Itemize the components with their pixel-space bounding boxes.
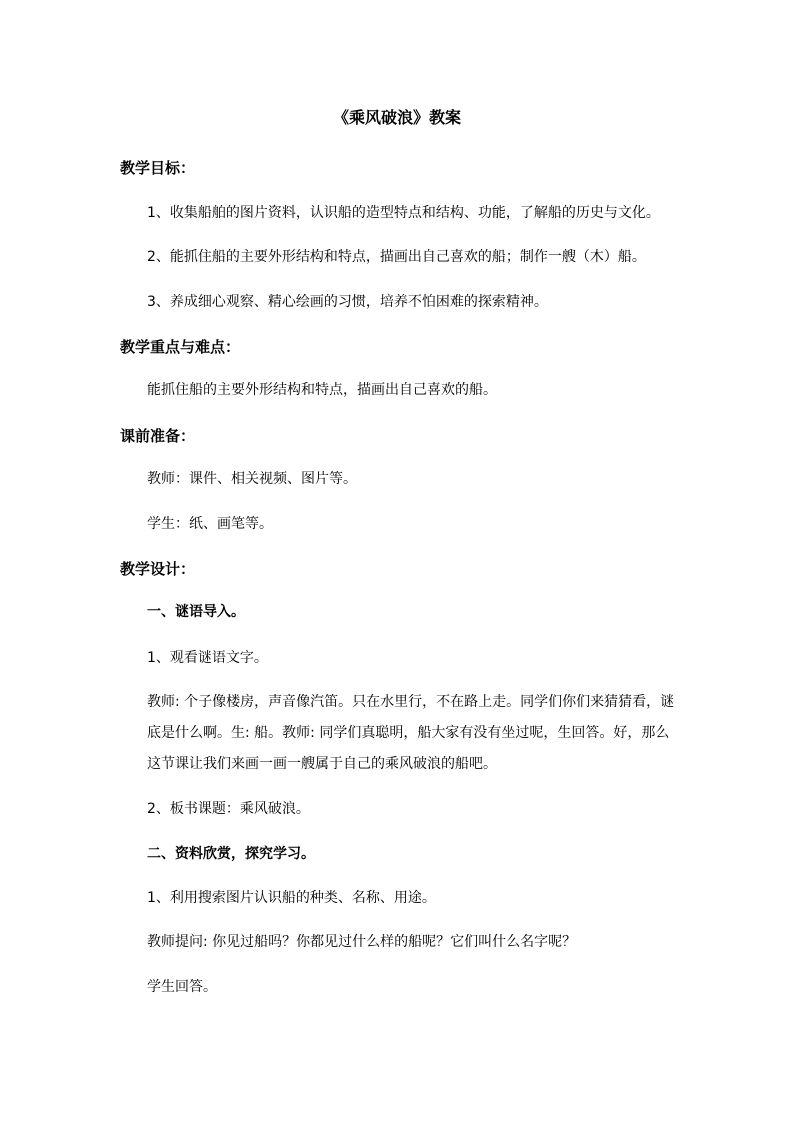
preparation-student: 学生：纸、画笔等。 — [147, 516, 273, 532]
riddle-line-1: 教师: 个子像楼房，声音像汽笛。只在水里行，不在路上走。同学们你们来猜猜看，谜 — [147, 694, 675, 710]
key-points-heading: 教学重点与难点： — [120, 338, 241, 356]
goal-item-3: 3、养成细心观察、精心绘画的习惯，培养不怕困难的探索精神。 — [147, 294, 548, 310]
key-points-text: 能抓住船的主要外形结构和特点，描画出自己喜欢的船。 — [147, 382, 497, 398]
document-title: 《乘风破浪》教案 — [332, 108, 461, 127]
preparation-teacher: 教师：课件、相关视频、图片等。 — [147, 471, 357, 487]
goals-heading: 教学目标： — [120, 159, 196, 177]
design-heading: 教学设计： — [120, 560, 196, 578]
part1-title: 一、谜语导入。 — [147, 604, 245, 620]
part2-answer: 学生回答。 — [147, 979, 217, 995]
riddle-line-2: 底是什么啊。生: 船。教师: 同学们真聪明，船大家有没有坐过呢，生回答。好，那么 — [147, 725, 670, 741]
part2-title: 二、资料欣赏，探究学习。 — [147, 846, 315, 862]
preparation-heading: 课前准备： — [120, 427, 196, 445]
part1-step2: 2、板书课题：乘风破浪。 — [147, 801, 310, 817]
part2-question: 教师提问: 你见过船吗？你都见过什么样的船呢？它们叫什么名字呢？ — [147, 934, 577, 950]
riddle-line-3: 这节课让我们来画一画一艘属于自己的乘风破浪的船吧。 — [147, 756, 497, 772]
goal-item-2: 2、能抓住船的主要外形结构和特点，描画出自己喜欢的船；制作一艘（木）船。 — [147, 249, 646, 265]
goal-item-1: 1、收集船舶的图片资料，认识船的造型特点和结构、功能，了解船的历史与文化。 — [147, 205, 660, 221]
part2-step1: 1、利用搜索图片认识船的种类、名称、用途。 — [147, 890, 436, 906]
part1-step1: 1、观看谜语文字。 — [147, 650, 268, 666]
